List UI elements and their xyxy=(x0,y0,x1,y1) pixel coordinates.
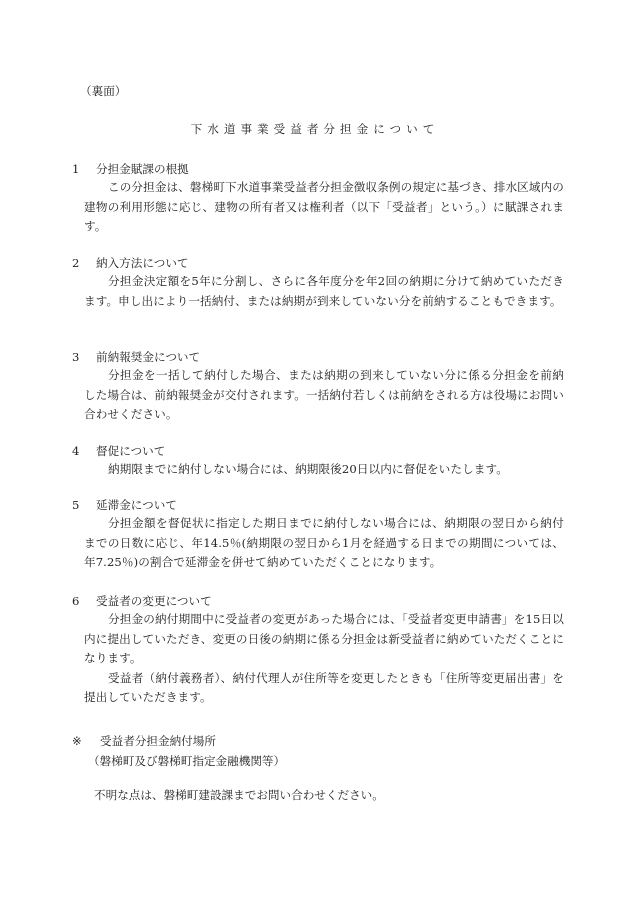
section-6 xyxy=(72,592,564,708)
section-heading xyxy=(72,592,564,610)
section-5 xyxy=(72,496,564,573)
payment-place-heading xyxy=(72,732,216,750)
section-paragraph: 分担金決定額を5年に分割し、さらに各年度分を年2回の納期に分けて納めていただきます。申し出により一括納付、または納期が到来していない分を前納することもできます。 xyxy=(84,274,564,308)
section-heading xyxy=(72,254,564,272)
reference-mark: ※ xyxy=(72,734,82,748)
section-heading xyxy=(72,442,564,460)
section-paragraph: 分担金を一括して納付した場合、または納期の到来していない分に係る分担金を前納した場合は、前納報奨金が交付されます。一括納付若しくは前納をされる方は役場にお問い合わせください。 xyxy=(84,368,564,421)
section-number: 3 xyxy=(72,350,80,364)
section-title: 納入方法について xyxy=(96,256,189,270)
section-heading xyxy=(72,496,564,514)
contact-note: 不明な点は、磐梯町建設課までお問い合わせください。 xyxy=(94,788,384,802)
section-paragraph: 分担金額を督促状に指定した期日までに納付しない場合には、納期限の翌日から納付までの日数に応じ、年14.5％(納期限の翌日から1月を経過する日までの期間については、年7.25％)の割合で延滞金を併せて納めていただくことになります。 xyxy=(84,516,564,569)
section-3 xyxy=(72,348,564,425)
section-title: 督促について xyxy=(96,444,166,458)
section-title: 受益者の変更について xyxy=(96,594,212,608)
section-1 xyxy=(72,160,564,237)
document-title: 下水道事業受益者分担金について xyxy=(190,122,440,136)
section-number: 4 xyxy=(72,444,80,458)
section-2 xyxy=(72,254,564,311)
payment-place-detail: （磐梯町及び磐梯町指定金融機関等） xyxy=(88,754,286,768)
page-side-label: （裏面） xyxy=(80,84,127,98)
section-number: 6 xyxy=(72,594,80,608)
payment-place-title: 受益者分担金納付場所 xyxy=(100,734,216,748)
section-heading xyxy=(72,348,564,366)
section-paragraph: 受益者（納付義務者）、納付代理人が住所等を変更したときも「住所等変更届出書」を提出していただきます。 xyxy=(84,670,564,704)
section-4 xyxy=(72,442,564,480)
section-number: 1 xyxy=(72,162,80,176)
section-paragraph: 分担金の納付期間中に受益者の変更があった場合には、「受益者変更申請書」を15日以内に提出していただき、変更の日後の納期に係る分担金は新受益者に納めていただくことになります。 xyxy=(84,612,564,665)
section-title: 延滞金について xyxy=(96,498,177,512)
section-heading xyxy=(72,160,564,178)
section-title: 前納報奨金について xyxy=(96,350,201,364)
section-number: 2 xyxy=(72,256,80,270)
section-paragraph: この分担金は、磐梯町下水道事業受益者分担金徴収条例の規定に基づき、排水区域内の建物の利用形態に応じ、建物の所有者又は権利者（以下「受益者」という。）に賦課されます。 xyxy=(84,180,564,233)
section-paragraph: 納期限までに納付しない場合には、納期限後20日以内に督促をいたします。 xyxy=(108,462,508,476)
section-number: 5 xyxy=(72,498,80,512)
section-title: 分担金賦課の根拠 xyxy=(96,162,189,176)
